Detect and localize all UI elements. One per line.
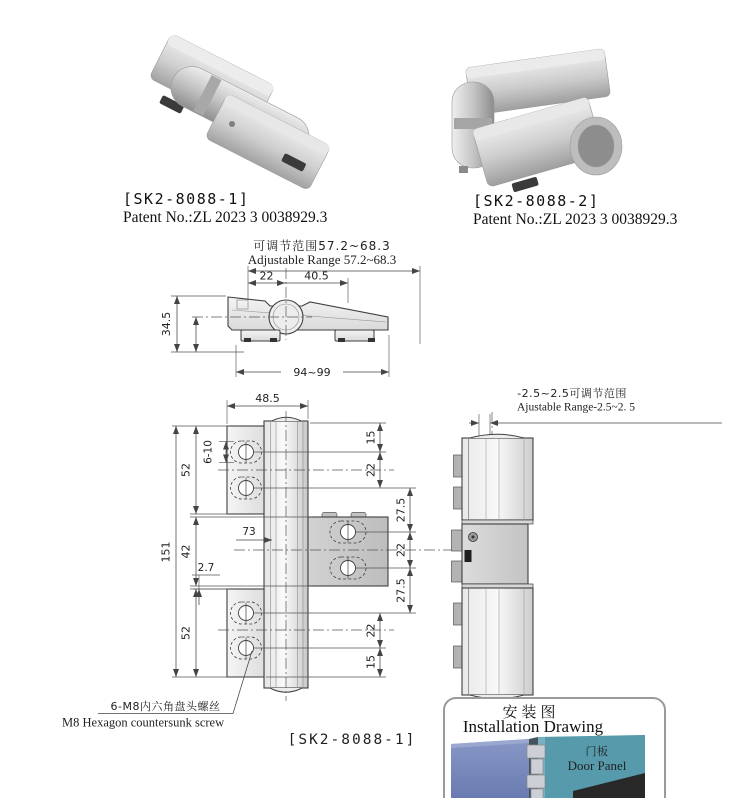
dim-6-10: 6-10: [202, 440, 215, 464]
dim-40-5: 40.5: [304, 269, 329, 283]
dim-right-22-top: 22: [364, 463, 378, 477]
dim-right-27-5-upper: 27.5: [394, 497, 408, 523]
top-view-body: [228, 297, 388, 342]
dim-48-5: 48.5: [255, 392, 280, 405]
dim-151: 151: [159, 541, 173, 563]
dim-42: 42: [179, 544, 193, 559]
door-label-cn: 门板: [585, 745, 609, 758]
front-view-drawing: [55, 388, 465, 750]
lock-block: [465, 550, 472, 562]
dim-right-27-5-lower: 27.5: [394, 578, 408, 603]
door-frame-panel: [451, 739, 529, 798]
model-label-1: [SK2-8088-1]: [123, 190, 250, 208]
top-view-drawing: [55, 236, 465, 388]
product-photo-sk2-8088-1: [88, 8, 350, 200]
door-label-en: Door Panel: [567, 758, 627, 773]
side-view-body: [452, 434, 534, 699]
front-view-model-label: [SK2-8088-1]: [287, 732, 417, 748]
product-photo-sk2-8088-2: [425, 25, 653, 203]
installation-title-cn: 安装图: [502, 703, 560, 721]
dim-73: 73: [242, 526, 256, 538]
installation-title-en: Installation Drawing: [462, 717, 604, 736]
dim-right-22-mid: 22: [394, 543, 408, 557]
dim-right-15-top: 15: [364, 430, 378, 445]
dim-94-99: 94~99: [293, 366, 331, 379]
side-view-range-cn: -2.5~2.5可调节范围: [517, 387, 627, 400]
screw-note-cn: 6-M8内六角盘头螺丝: [110, 700, 221, 713]
door-panel-illustration: [445, 735, 660, 798]
installation-drawing-box: [443, 697, 666, 798]
side-view-range-en: Ajustable Range-2.5~2. 5: [516, 401, 636, 414]
dim-52-top: 52: [179, 463, 193, 477]
dim-52-bottom: 52: [179, 626, 193, 640]
top-view-range-en: Adjustable Range 57.2~68.3: [247, 252, 397, 267]
hinge-render-1: [149, 33, 331, 190]
dim-right-15-bottom: 15: [364, 655, 378, 669]
dim-2-7: 2.7: [197, 562, 215, 574]
side-view-drawing: [430, 383, 730, 713]
hinge-render-2: [452, 48, 622, 192]
top-view-range-cn: 可调节范围57.2~68.3: [253, 239, 391, 253]
dim-34-5: 34.5: [160, 311, 173, 337]
patent-number-2: Patent No.:ZL 2023 3 0038929.3: [473, 211, 678, 228]
patent-number-1: Patent No.:ZL 2023 3 0038929.3: [123, 209, 328, 226]
dim-right-22-bottom: 22: [364, 623, 378, 638]
caption-product-1: [123, 190, 373, 227]
dim-22: 22: [259, 269, 274, 283]
model-label-2: [SK2-8088-2]: [473, 192, 600, 210]
caption-product-2: [473, 192, 723, 229]
screw-note-en: M8 Hexagon countersunk screw: [62, 715, 225, 730]
